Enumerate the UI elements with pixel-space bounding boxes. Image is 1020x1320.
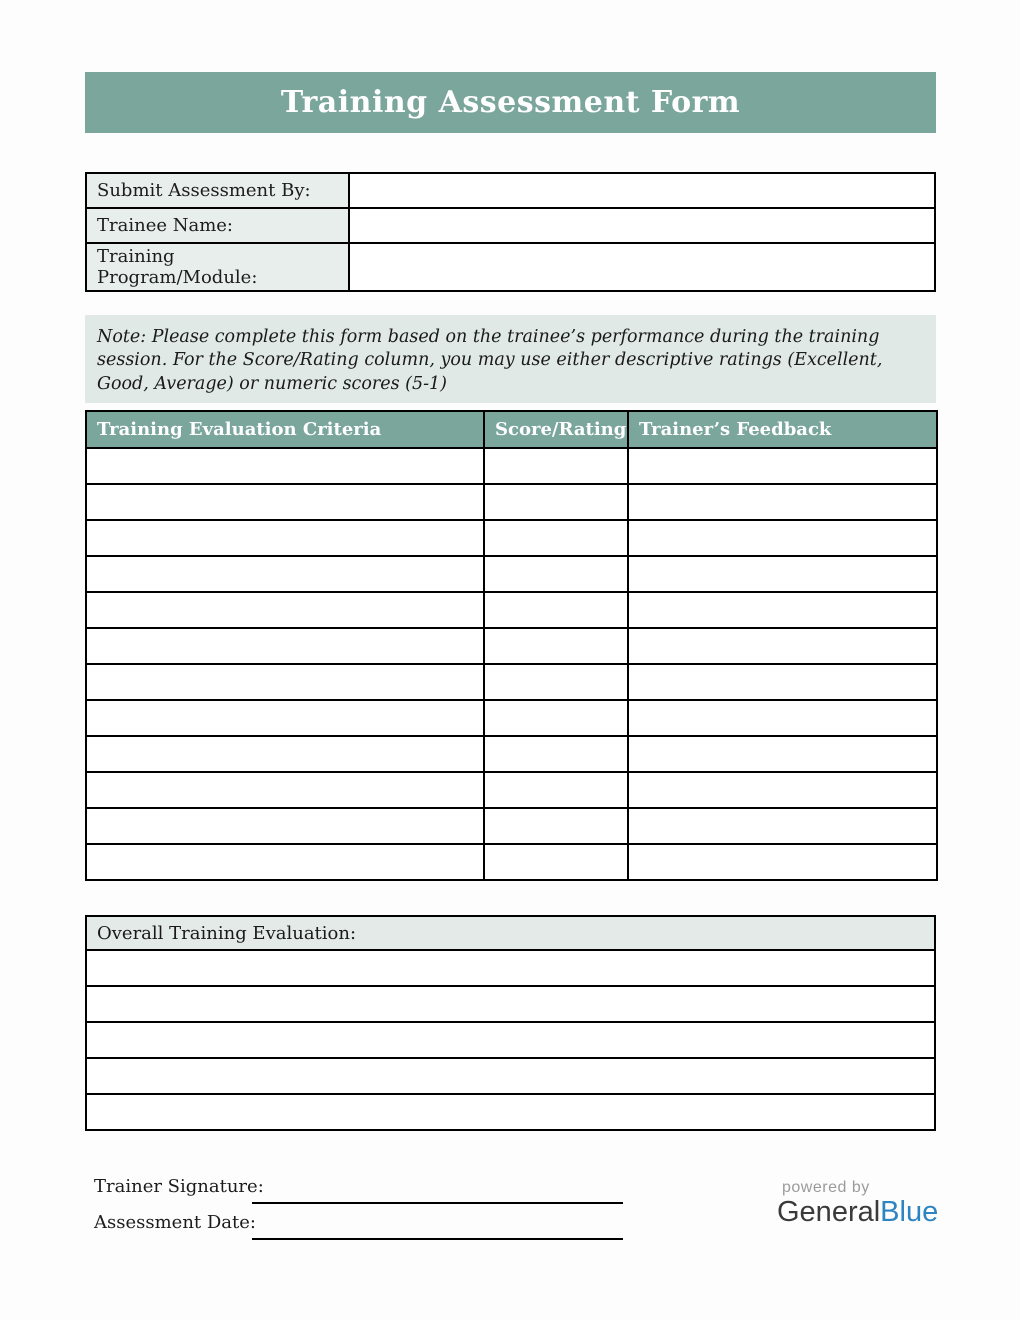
table-row (86, 986, 935, 1022)
instructions-note: Note: Please complete this form based on the trainee’s performance during the training session. For the Score/Rating column, you may use either descriptive ratings (Excellent, Good, Average) or numeric scores (5-1) (85, 315, 936, 403)
overall-evaluation-cell[interactable] (86, 986, 935, 1022)
brand-block (777, 1179, 939, 1228)
criteria-cell[interactable] (86, 484, 484, 520)
table-row (86, 173, 935, 208)
criteria-cell[interactable] (86, 520, 484, 556)
criteria-cell[interactable] (86, 448, 484, 484)
trainer-feedback-cell[interactable] (628, 520, 937, 556)
score-rating-cell[interactable] (484, 556, 628, 592)
table-row (86, 700, 937, 736)
criteria-cell[interactable] (86, 592, 484, 628)
score-rating-column-header: Score/Rating (484, 411, 628, 448)
trainer-feedback-column-header: Trainer’s Feedback (628, 411, 937, 448)
trainer-signature-line[interactable] (252, 1202, 623, 1204)
table-row (86, 243, 935, 291)
powered-by-text: powered by (782, 1179, 870, 1196)
criteria-cell[interactable] (86, 556, 484, 592)
table-row (86, 592, 937, 628)
trainer-feedback-cell[interactable] (628, 592, 937, 628)
overall-evaluation-cell[interactable] (86, 1022, 935, 1058)
table-header-row (86, 411, 937, 448)
trainer-feedback-cell[interactable] (628, 772, 937, 808)
table-row (86, 448, 937, 484)
score-rating-cell[interactable] (484, 736, 628, 772)
score-rating-cell[interactable] (484, 664, 628, 700)
training-program-label: Training Program/Module: (86, 243, 349, 291)
training-program-field[interactable] (349, 243, 935, 291)
evaluation-table (85, 410, 938, 881)
criteria-cell[interactable] (86, 772, 484, 808)
table-row (86, 556, 937, 592)
score-rating-cell[interactable] (484, 592, 628, 628)
trainer-feedback-cell[interactable] (628, 448, 937, 484)
table-row (86, 950, 935, 986)
table-row (86, 808, 937, 844)
trainer-feedback-cell[interactable] (628, 736, 937, 772)
title-bar (85, 72, 936, 133)
overall-evaluation-cell[interactable] (86, 1058, 935, 1094)
table-header-row (86, 916, 935, 950)
score-rating-cell[interactable] (484, 700, 628, 736)
trainer-signature-label: Trainer Signature: (94, 1176, 264, 1197)
submit-assessment-by-field[interactable] (349, 173, 935, 208)
trainer-feedback-cell[interactable] (628, 700, 937, 736)
trainer-feedback-cell[interactable] (628, 628, 937, 664)
table-row (86, 520, 937, 556)
trainer-feedback-cell[interactable] (628, 808, 937, 844)
trainer-feedback-cell[interactable] (628, 484, 937, 520)
table-row (86, 484, 937, 520)
table-row (86, 1094, 935, 1130)
info-table (85, 172, 936, 292)
overall-evaluation-cell[interactable] (86, 950, 935, 986)
trainee-name-label: Trainee Name: (86, 208, 349, 243)
score-rating-cell[interactable] (484, 448, 628, 484)
score-rating-cell[interactable] (484, 772, 628, 808)
evaluation-table-body (86, 448, 937, 880)
criteria-cell[interactable] (86, 844, 484, 880)
table-row (86, 1058, 935, 1094)
overall-evaluation-cell[interactable] (86, 1094, 935, 1130)
criteria-column-header: Training Evaluation Criteria (86, 411, 484, 448)
generalblue-logo (777, 1196, 939, 1228)
criteria-cell[interactable] (86, 628, 484, 664)
score-rating-cell[interactable] (484, 844, 628, 880)
table-row (86, 1022, 935, 1058)
score-rating-cell[interactable] (484, 628, 628, 664)
trainee-name-field[interactable] (349, 208, 935, 243)
table-row (86, 844, 937, 880)
score-rating-cell[interactable] (484, 808, 628, 844)
brand-blue-text: Blue (880, 1196, 939, 1228)
criteria-cell[interactable] (86, 664, 484, 700)
criteria-cell[interactable] (86, 736, 484, 772)
overall-evaluation-table (85, 915, 936, 1131)
table-row (86, 208, 935, 243)
table-row (86, 664, 937, 700)
table-row (86, 628, 937, 664)
table-row (86, 736, 937, 772)
trainer-feedback-cell[interactable] (628, 556, 937, 592)
overall-evaluation-body (86, 950, 935, 1130)
page-title: Training Assessment Form (280, 85, 741, 120)
table-row (86, 772, 937, 808)
trainer-feedback-cell[interactable] (628, 664, 937, 700)
overall-evaluation-label: Overall Training Evaluation: (86, 916, 935, 950)
assessment-date-label: Assessment Date: (94, 1212, 256, 1233)
brand-general-text: General (777, 1196, 881, 1228)
criteria-cell[interactable] (86, 808, 484, 844)
submit-assessment-by-label: Submit Assessment By: (86, 173, 349, 208)
criteria-cell[interactable] (86, 700, 484, 736)
score-rating-cell[interactable] (484, 520, 628, 556)
score-rating-cell[interactable] (484, 484, 628, 520)
trainer-feedback-cell[interactable] (628, 844, 937, 880)
assessment-date-line[interactable] (252, 1238, 623, 1240)
